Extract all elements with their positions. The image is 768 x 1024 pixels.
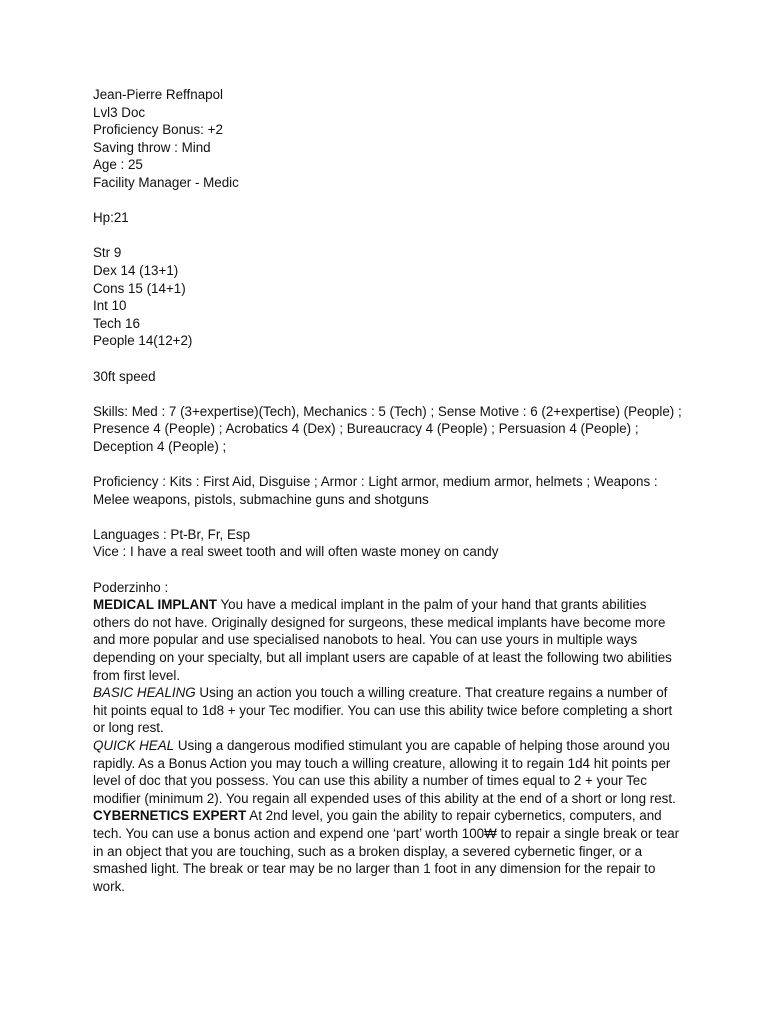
saving-throw: Saving throw : Mind (93, 139, 211, 155)
power-text: Using a dangerous modified stimulant you are capable of helping those around you rapidly. As a Bonus Action you may touch a willing creature, allowing it to regain 1d4 hit points per level of doc that you possess. You can use this ability a number of times equal to 2 + your Tec modifier (minimum 2). You regain all expended uses of this ability at the end of a short or long rest. (93, 737, 676, 806)
power-quick-heal (93, 737, 683, 807)
stat-cons: Cons 15 (14+1) (93, 280, 186, 296)
speed: 30ft speed (93, 368, 156, 384)
languages: Languages : Pt-Br, Fr, Esp (93, 526, 251, 542)
character-level: Lvl3 Doc (93, 104, 146, 120)
spacer (93, 385, 683, 403)
spacer (93, 561, 683, 579)
spacer (93, 227, 683, 245)
power-basic-healing (93, 684, 683, 737)
stat-int: Int 10 (93, 298, 127, 314)
spacer (93, 455, 683, 473)
power-text: You have a medical implant in the palm of your hand that grants abilities others do not have. Originally designed for surgeons, these medical implants have become more and more popular and use specialised nanobots to heal. You can use yours in multiple ways depending on your specialty, but all implant users are capable of at least the following two abilities from first level. (93, 597, 672, 683)
powers-heading: Poderzinho : (93, 579, 169, 595)
power-cybernetics-expert (93, 807, 683, 895)
stat-dex: Dex 14 (13+1) (93, 262, 179, 278)
power-medical-implant (93, 596, 683, 684)
spacer (93, 350, 683, 368)
spacer (93, 192, 683, 210)
stat-str: Str 9 (93, 245, 122, 261)
power-text: Using an action you touch a willing creature. That creature regains a number of hit points equal to 1d8 + your Tec modifier. You can use this ability twice before completing a short or long rest. (93, 685, 673, 736)
power-title: BASIC HEALING (93, 685, 196, 701)
power-text: At 2nd level, you gain the ability to repair cybernetics, computers, and tech. You can use a bonus action and expend one ‘part’ worth 100₩ to repair a single break or tear in an object that you are touching, such as a broken display, a severed cybernetic finger, or a smashed light. The break or tear may be no larger than 1 foot in any dimension for the repair to work. (93, 808, 680, 894)
proficiency-paragraph: Proficiency : Kits : First Aid, Disguise ; Armor : Light armor, medium armor, helmets ; Weapons : Melee weapons, pistols, submachine guns and shotguns (93, 474, 658, 507)
power-title: QUICK HEAL (93, 737, 175, 753)
vice: Vice : I have a real sweet tooth and will often waste money on candy (93, 544, 499, 560)
character-age: Age : 25 (93, 157, 143, 173)
hit-points: Hp:21 (93, 210, 129, 226)
power-title: CYBERNETICS EXPERT (93, 808, 247, 824)
proficiency-bonus: Proficiency Bonus: +2 (93, 122, 223, 138)
power-title: MEDICAL IMPLANT (93, 597, 217, 613)
character-role: Facility Manager - Medic (93, 174, 239, 190)
skills-paragraph: Skills: Med : 7 (3+expertise)(Tech), Mechanics : 5 (Tech) ; Sense Motive : 6 (2+expertise) (People) ; Presence 4 (People) ; Acrobatics 4 (Dex) ; Bureaucracy 4 (People) ; Persuasion 4 (People) ; Deception 4 (People) ; (93, 403, 682, 454)
stat-tech: Tech 16 (93, 315, 140, 331)
character-sheet (93, 86, 683, 895)
spacer (93, 508, 683, 526)
stat-people: People 14(12+2) (93, 333, 193, 349)
character-name: Jean-Pierre Reffnapol (93, 87, 224, 102)
